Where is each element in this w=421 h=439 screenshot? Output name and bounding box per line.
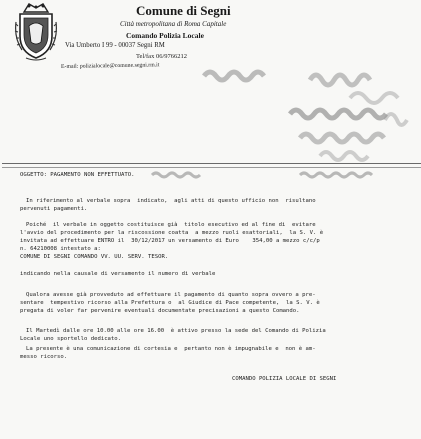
paragraph-2-line-1: Poiché il verbale in oggetto costituisce già titolo esecutivo ed al fine di evitare bbox=[26, 222, 316, 228]
telfax-line: Tel/fax 06/9766212 bbox=[136, 53, 187, 60]
paragraph-1-line-1: In riferimento al verbale sopra indicato, agli atti di questo ufficio non risultano bbox=[26, 198, 316, 204]
redacted-subject bbox=[150, 170, 410, 180]
coat-of-arms-icon bbox=[14, 2, 58, 62]
municipality-title: Comune di Segni bbox=[136, 3, 231, 18]
command-label: Comando Polizia Locale bbox=[126, 31, 204, 40]
paragraph-4-line-3: pregata di voler far pervenire eventuali documentate precisazioni a questo Comando. bbox=[20, 308, 300, 314]
paragraph-4-line-1: Qualora avesse già provveduto ad effettuare il pagamento di quanto sopra ovvero a pre- bbox=[26, 292, 316, 298]
email-line: E-mail: polizialocale@comune.segni.rm.it bbox=[60, 62, 160, 70]
paragraph-4-line-2: sentare tempestivo ricorso alla Prefettura o al Giudice di Pace competente, la S. V. è bbox=[20, 300, 320, 306]
address-line: Via Umberto I 99 - 00037 Segni RM bbox=[65, 42, 165, 49]
paragraph-1-line-2: pervenuti pagamenti. bbox=[20, 206, 88, 212]
paragraph-6-line-2: messo ricorso. bbox=[20, 354, 68, 360]
subject-line: OGGETTO: PAGAMENTO NON EFFETTUATO. bbox=[20, 172, 135, 178]
paragraph-5-line-2: Locale uno sportello dedicato. bbox=[20, 336, 122, 342]
metro-city-label: Città metropolitana di Roma Capitale bbox=[120, 20, 227, 28]
paragraph-2-line-2: l'avvio del procedimento per la riscossione coatta a mezzo ruoli esattoriali, la S. V. è bbox=[20, 230, 324, 236]
paragraph-5-line-1: Il Martedì dalle ore 10.00 alle ore 16.00 è attivo presso la sede del Comando di Polizia bbox=[26, 328, 326, 334]
signature: COMANDO POLIZIA LOCALE DI SEGNI bbox=[232, 376, 337, 382]
paragraph-2-line-3: invitata ad effettuare ENTRO il 30/12/2017 un versamento di Euro 354,00 a mezzo c/c/p bbox=[20, 238, 320, 244]
paragraph-6-line-1: La presente è una comunicazione di cortesia e pertanto non è impugnabile e non è am- bbox=[26, 346, 316, 352]
paragraph-2-line-4: n. 64210008 intestato a: bbox=[20, 246, 101, 252]
top-rule bbox=[2, 163, 421, 164]
paragraph-2-line-5: COMUNE DI SEGNI COMANDO VV. UU. SERV. TESOR. bbox=[20, 254, 169, 260]
mid-rule bbox=[2, 167, 421, 168]
paragraph-3: indicando nella causale di versamento il numero di verbale bbox=[20, 271, 216, 277]
redacted-recipient bbox=[200, 58, 415, 168]
